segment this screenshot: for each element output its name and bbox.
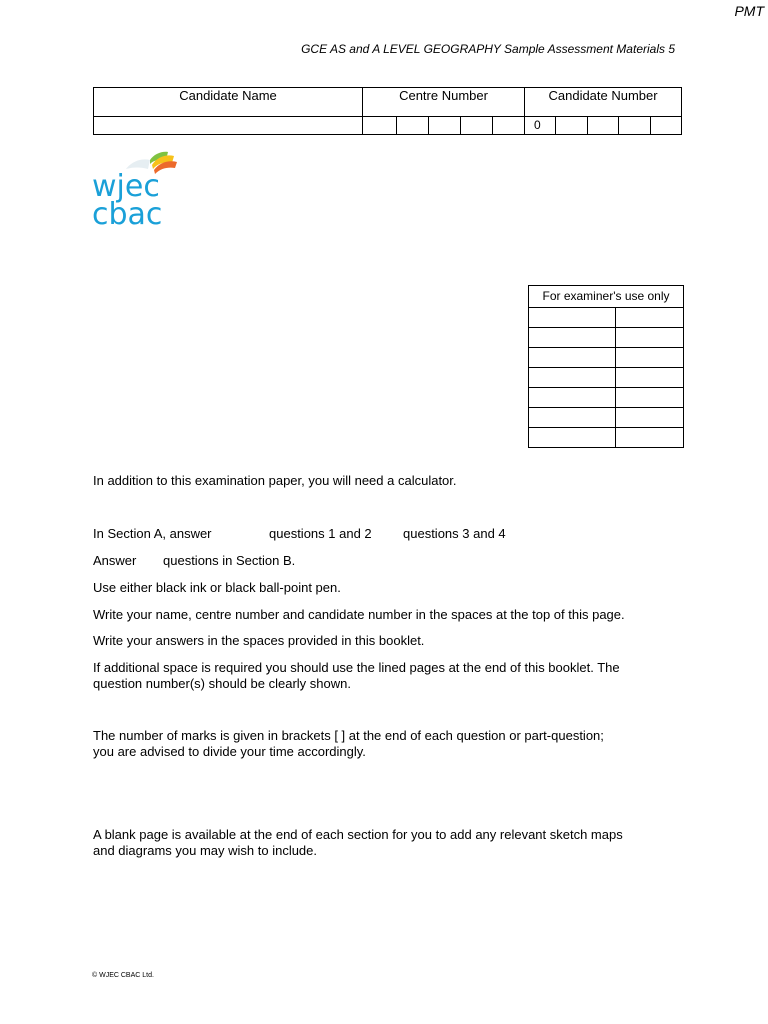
examiner-cell[interactable] — [529, 328, 616, 348]
centre-number-header: Centre Number — [363, 88, 525, 117]
section-a-option-1: questions 1 and 2 — [269, 526, 372, 541]
candidate-name-field[interactable] — [94, 117, 363, 135]
examiner-use-table — [528, 285, 684, 448]
ink-instruction: Use either black ink or black ball-point pen. — [93, 580, 341, 595]
examiner-cell[interactable] — [616, 428, 684, 448]
examiner-cell[interactable] — [529, 408, 616, 428]
write-name-instruction: Write your name, centre number and candidate number in the spaces at the top of this page. — [93, 607, 625, 622]
candidate-number-header: Candidate Number — [525, 88, 682, 117]
candidate-name-header: Candidate Name — [94, 88, 363, 117]
blank-page-instruction — [93, 827, 693, 859]
examiner-cell[interactable] — [529, 348, 616, 368]
centre-number-digit[interactable] — [461, 117, 493, 135]
candidate-number-digit[interactable] — [588, 117, 619, 135]
candidate-number-digit: 0 — [525, 117, 556, 135]
section-a-instruction — [93, 526, 693, 542]
marks-line-2: you are advised to divide your time accordingly. — [93, 744, 366, 759]
examiner-cell[interactable] — [529, 428, 616, 448]
wjec-cbac-logo — [92, 145, 192, 230]
marks-line-1: The number of marks is given in brackets [ ] at the end of each question or part-question; — [93, 728, 604, 743]
blank-page-line-1: A blank page is available at the end of each section for you to add any relevant sketch maps — [93, 827, 623, 842]
copyright-notice: © WJEC CBAC Ltd. — [92, 972, 154, 979]
candidate-details-table — [93, 87, 682, 135]
examiner-cell[interactable] — [616, 388, 684, 408]
section-b-text: questions in Section B. — [163, 553, 296, 568]
marks-instruction — [93, 728, 693, 760]
examiner-cell[interactable] — [529, 388, 616, 408]
candidate-number-digit[interactable] — [556, 117, 588, 135]
centre-number-digit[interactable] — [363, 117, 397, 135]
book-icon — [92, 145, 192, 230]
write-answers-instruction: Write your answers in the spaces provided in this booklet. — [93, 633, 425, 648]
centre-number-digit[interactable] — [493, 117, 525, 135]
examiner-cell[interactable] — [616, 308, 684, 328]
calculator-instruction: In addition to this examination paper, you will need a calculator. — [93, 473, 457, 488]
svg-text:cbac: cbac — [92, 197, 163, 230]
additional-space-line-2: question number(s) should be clearly shown. — [93, 676, 351, 691]
examiner-cell[interactable] — [616, 348, 684, 368]
section-a-option-2: questions 3 and 4 — [403, 526, 506, 541]
examiner-cell[interactable] — [616, 328, 684, 348]
pmt-label: PMT — [734, 3, 764, 19]
examiner-cell[interactable] — [529, 368, 616, 388]
centre-number-digit[interactable] — [397, 117, 429, 135]
candidate-number-digit[interactable] — [619, 117, 651, 135]
examiner-cell[interactable] — [529, 308, 616, 328]
examiner-cell[interactable] — [616, 368, 684, 388]
additional-space-line-1: If additional space is required you should use the lined pages at the end of this booklet. The — [93, 660, 620, 675]
blank-page-line-2: and diagrams you may wish to include. — [93, 843, 318, 858]
section-b-instruction — [93, 553, 693, 569]
candidate-number-digit[interactable] — [651, 117, 682, 135]
svg-text:wjec: wjec — [92, 169, 160, 204]
examiner-cell[interactable] — [616, 408, 684, 428]
additional-space-instruction — [93, 660, 693, 692]
section-a-prefix: In Section A, answer — [93, 526, 212, 541]
examiner-box-title: For examiner's use only — [529, 286, 684, 308]
document-header: GCE AS and A LEVEL GEOGRAPHY Sample Assessment Materials 5 — [301, 42, 675, 56]
answer-prefix: Answer — [93, 553, 137, 568]
centre-number-digit[interactable] — [429, 117, 461, 135]
